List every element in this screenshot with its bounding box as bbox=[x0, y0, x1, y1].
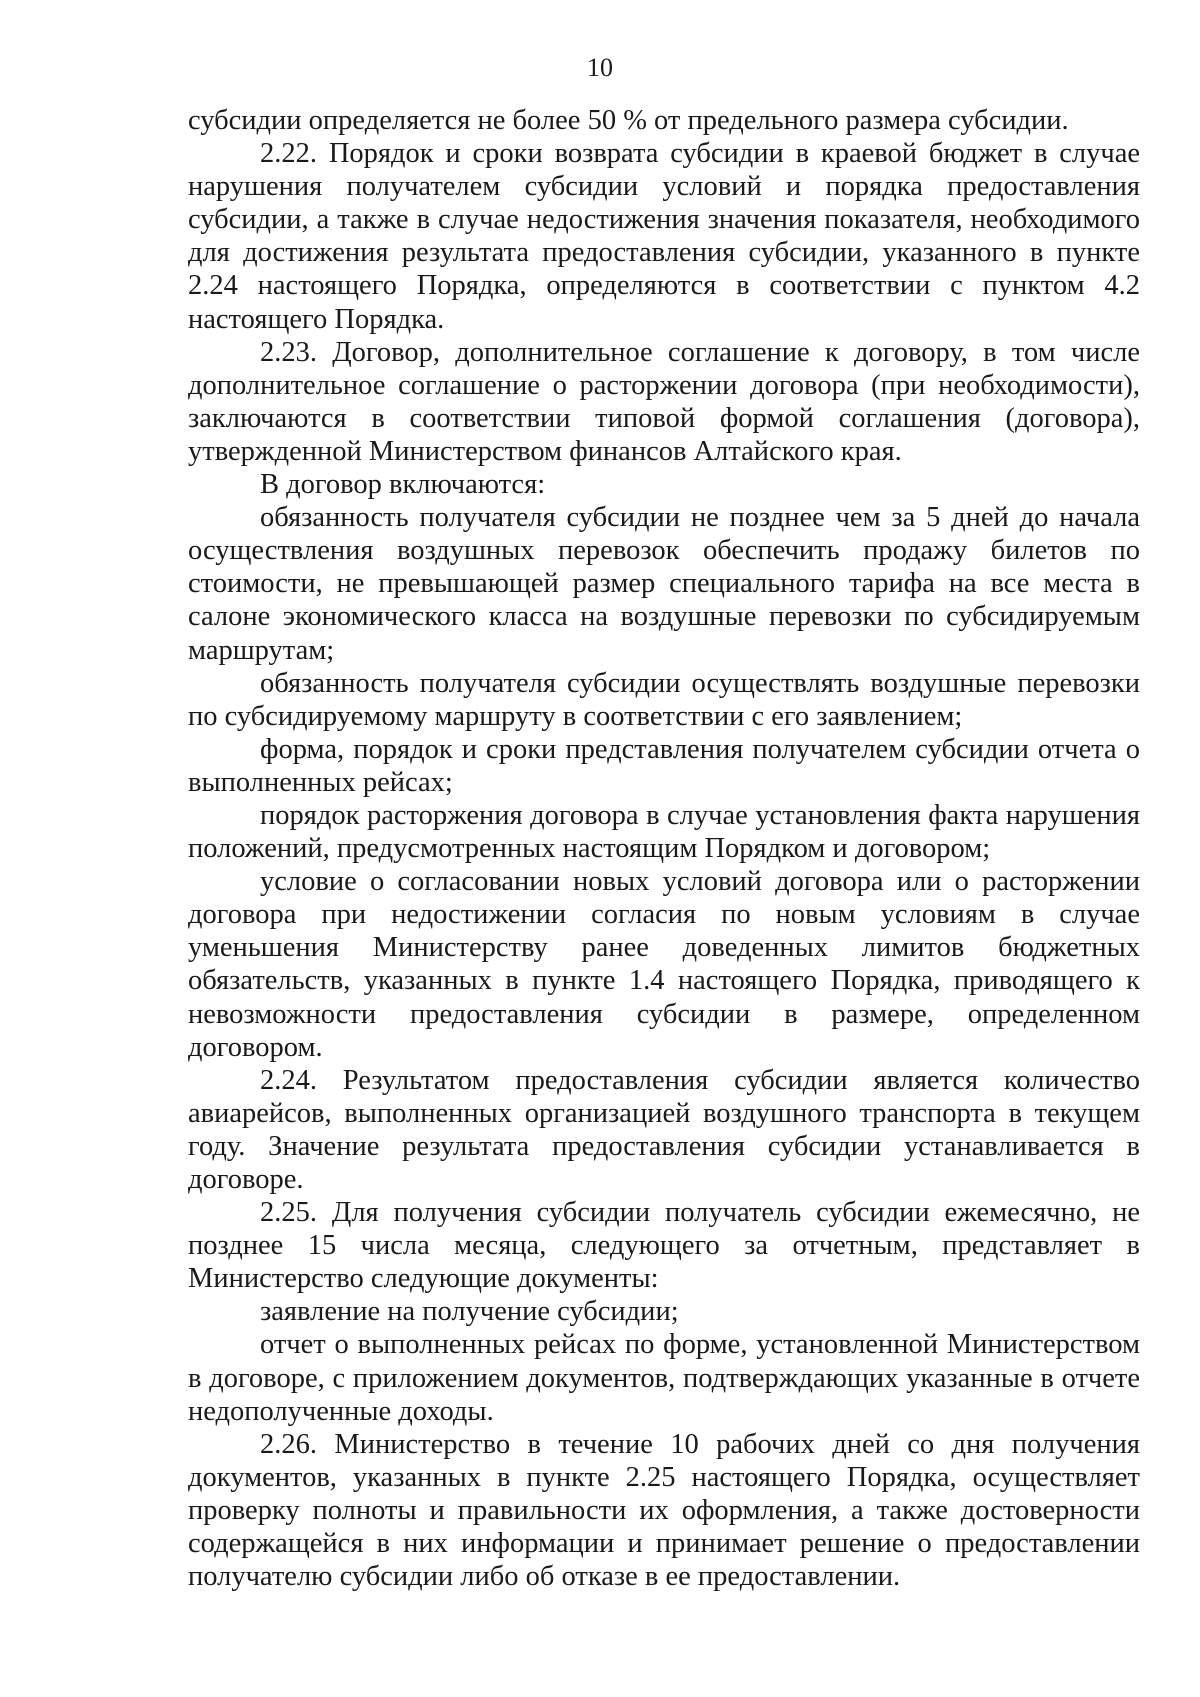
list-item-report-form: форма, порядок и сроки представления получателем субсидии отчета о выполненных рейсах; bbox=[188, 733, 1140, 798]
page-number: 10 bbox=[587, 53, 613, 82]
list-item-flight-report: отчет о выполненных рейсах по форме, установленной Министерством в договоре, с приложением документов, подтверждающих указанные в отчете недополученные доходы. bbox=[188, 1329, 1140, 1427]
paragraph-2-24: 2.24. Результатом предоставления субсидии является количество авиарейсов, выполненных организацией воздушного транспорта в текущем году. Значение результата предоставления субсидии устанавливается в договоре. bbox=[188, 1064, 1140, 1195]
paragraph-2-25: 2.25. Для получения субсидии получатель субсидии ежемесячно, не позднее 15 числа месяца, следующего за отчетным, представляет в Министерство следующие документы: bbox=[188, 1197, 1140, 1295]
list-item-application: заявление на получение субсидии; bbox=[260, 1296, 679, 1328]
list-item-transport-obligation: обязанность получателя субсидии осуществлять воздушные перевозки по субсидируемому маршруту в соответствии с его заявлением; bbox=[188, 667, 1140, 732]
paragraph-2-26: 2.26. Министерство в течение 10 рабочих дней со дня получения документов, указанных в пункте 2.25 настоящего Порядка, осуществляет проверку полноты и правильности их оформления, а также достоверности содержащейся в них информации и принимает решение о предоставлении получателю субсидии либо об отказе в ее предоставлении. bbox=[188, 1428, 1140, 1593]
list-item-ticket-sales-obligation: обязанность получателя субсидии не позднее чем за 5 дней до начала осуществления воздушных перевозок обеспечить продажу билетов по стоимости, не превышающей размер специального тарифа на все места в салоне экономического класса на воздушные перевозки по субсидируемым маршрутам; bbox=[188, 502, 1140, 666]
paragraph-continuation: субсидии определяется не более 50 % от предельного размера субсидии. bbox=[188, 105, 1069, 136]
paragraph-2-23: 2.23. Договор, дополнительное соглашение к договору, в том числе дополнительное соглашение о расторжении договора (при необходимости), заключаются в соответствии типовой формой соглашения (договора), утвержденной Министерством финансов Алтайского края. bbox=[188, 336, 1140, 467]
list-item-new-conditions: условие о согласовании новых условий договора или о расторжении договора при недостижении согласия по новым условиям в случае уменьшения Министерству ранее доведенных лимитов бюджетных обязательств, указанных в пункте 1.4 настоящего Порядка, приводящего к невозможности предоставления субсидии в размере, определенном договором. bbox=[188, 866, 1140, 1063]
paragraph-2-22: 2.22. Порядок и сроки возврата субсидии в краевой бюджет в случае нарушения получателем субсидии условий и порядка предоставления субсидии, а также в случае недостижения значения показателя, необходимого для достижения результата предоставления субсидии, указанного в пункте 2.24 настоящего Порядка, определяются в соответствии с пунктом 4.2 настоящего Порядка. bbox=[188, 138, 1140, 335]
paragraph-contract-includes: В договор включаются: bbox=[260, 469, 546, 501]
document-body bbox=[188, 104, 1140, 1593]
list-item-termination-procedure: порядок расторжения договора в случае установления факта нарушения положений, предусмотренных настоящим Порядком и договором; bbox=[188, 799, 1140, 865]
